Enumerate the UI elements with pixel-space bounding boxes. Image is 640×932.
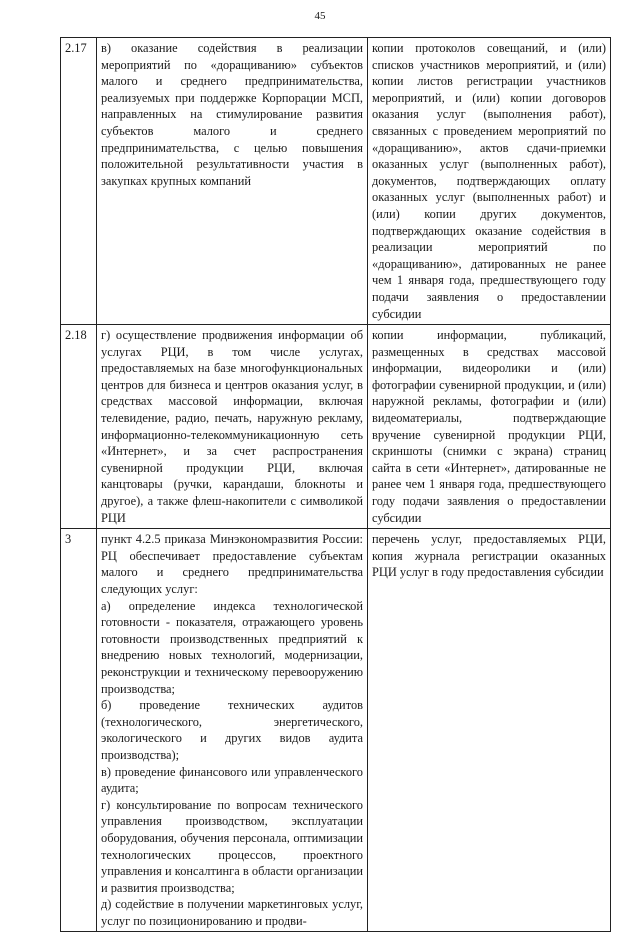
service-intro: пункт 4.2.5 приказа Минэкономразвития России: РЦ обеспечивает предоставление субъектам малого и среднего предпринимательства следующих услуг: [101,532,363,596]
row-description [97,529,368,932]
row-description: в) оказание содействия в реализации мероприятий по «доращиванию» субъектов малого и среднего предпринимательства, реализуемых при поддержке Корпорации МСП, направленных на стимулирование развития субъектов малого и среднего предпринимательства, с целью повышения положительной результативности участия в закупках крупных компаний [97,38,368,325]
row-description: г) осуществление продвижения информации об услугах РЦИ, в том числе услугах, предоставляемых на базе многофункциональных центров для бизнеса и центров оказания услуг, в средствах массовой информации, включая телевидение, радио, печать, наружную рекламу, информационно-телекоммуникационную сеть «Интернет», и за счет распространения сувенирной продукции РЦИ, включая канцтовары (ручки, карандаши, блокноты и другое), а также флеш-накопители с символикой РЦИ [97,325,368,529]
table-row [61,38,611,325]
requirements-table [60,37,611,932]
row-number: 2.18 [61,325,97,529]
table-row [61,529,611,932]
row-number: 3 [61,529,97,932]
service-item-e: д) содействие в получении маркетинговых услуг, услуг по позиционированию и продви- [101,897,363,928]
row-documents: копии протоколов совещаний, и (или) списков участников мероприятий, и (или) копии листов регистрации участников мероприятий, и (или) копии договоров оказания услуг (выполнения работ), связанных с проведением мероприятий по «доращиванию», актов сдачи-приемки оказанных услуг (выполненных работ), документов, подтверждающих оплату оказанных услуг (выполненных работ) и (или) копии других документов, подтверждающих оказание содействия в реализации мероприятий по «доращиванию», датированных не ранее чем 1 января года, предшествующего году подачи заявления о предоставлении субсидии [368,38,611,325]
page-number: 45 [314,10,326,22]
service-item-d: г) консультирование по вопросам технического управления производством, эксплуатации оборудования, обучения персонала, оптимизации технологических процессов, проектного управления и консалтинга в области организации и развития производства; [101,797,363,895]
row-documents: перечень услуг, предоставляемых РЦИ, копия журнала регистрации оказанных РЦИ услуг в году предоставления субсидии [368,529,611,932]
row-number: 2.17 [61,38,97,325]
service-item-a: а) определение индекса технологической готовности - показателя, отражающего уровень готовности производственных предприятий к внедрению новых технологий, модернизации, реконструкции и техническому перевооружению производства; [101,598,363,696]
row-documents: копии информации, публикаций, размещенных в средствах массовой информации, видеоролики и (или) фотографии сувенирной продукции, и (или) наружной рекламы, фотографии и (или) видеоматериалы, подтверждающие вручение сувенирной продукции РЦИ, скриншоты (снимки с экрана) страниц сайта в сети «Интернет», датированные не ранее чем 1 января года, предшествующего году подачи заявления о предоставлении субсидии [368,325,611,529]
service-item-c: в) проведение финансового или управленческого аудита; [101,764,363,796]
service-item-b: б) проведение технических аудитов (технологического, энергетического, экологического и других видов аудита производства); [101,698,363,762]
table-row [61,325,611,529]
